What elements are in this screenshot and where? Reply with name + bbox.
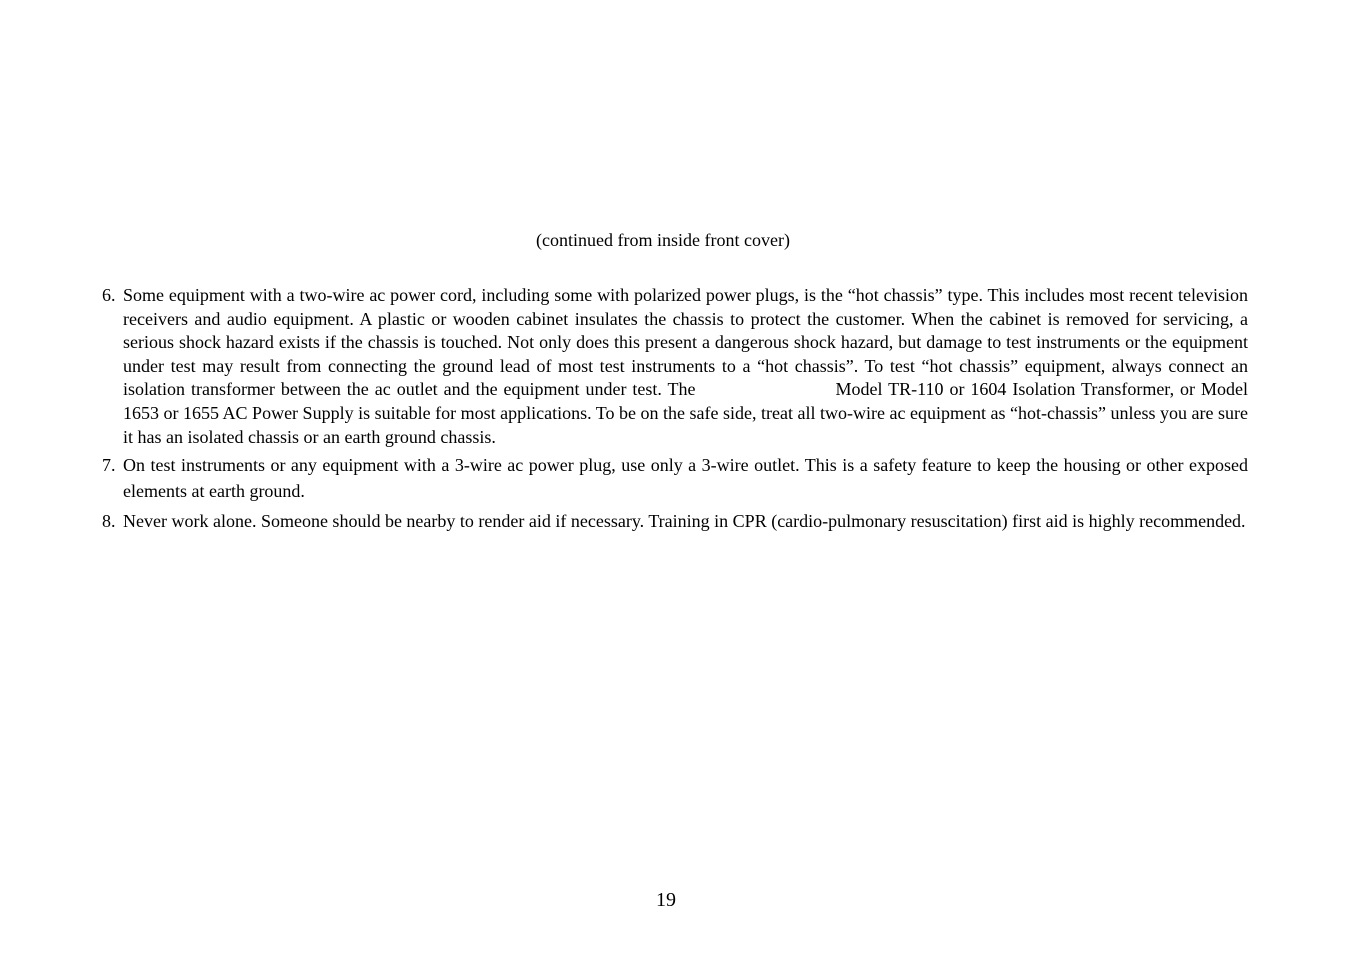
safety-item-number: 8. [102, 511, 116, 532]
safety-precautions-list [102, 284, 1248, 537]
safety-item-number: 7. [102, 455, 116, 476]
safety-item-text: Some equipment with a two-wire ac power cord, including some with polarized power plugs, is the “hot chassis” type. This includes most recent television receivers and audio equipment. A plastic or wooden cabinet insulates the chassis to protect the customer. When the cabinet is removed for servicing, a serious shock hazard exists if the chassis is touched. Not only does this present a dangerous shock hazard, but damage to test instruments or the equipment under test may result from connecting the ground lead of most test instruments to a “hot chassis”. To test “hot chassis” equipment, always connect an isolation transformer between the ac outlet and the equipment under test. The [123, 285, 1248, 400]
continued-note: (continued from inside front cover) [536, 230, 790, 250]
safety-item-8 [102, 508, 1248, 534]
page-number: 19 [656, 889, 676, 911]
safety-item-text-continued: Model TR-110 or 1604 Isolation Transformer, or Model 1653 or 1655 AC Power Supply is suitable for most applications. To be on the safe side, treat all two-wire ac equipment as “hot-chassis” unless you are sure it has an isolated chassis or an earth ground chassis. [123, 379, 1248, 447]
safety-item-6 [102, 284, 1248, 449]
safety-item-number: 6. [102, 285, 116, 305]
safety-item-text: Never work alone. Someone should be nearby to render aid if necessary. Training in CPR (cardio-pulmonary resuscitation) first aid is highly recommended. [123, 511, 1246, 532]
safety-item-7 [102, 452, 1248, 504]
safety-item-text: On test instruments or any equipment with a 3-wire ac power plug, use only a 3-wire outlet. This is a safety feature to keep the housing or other exposed elements at earth ground. [123, 455, 1248, 502]
